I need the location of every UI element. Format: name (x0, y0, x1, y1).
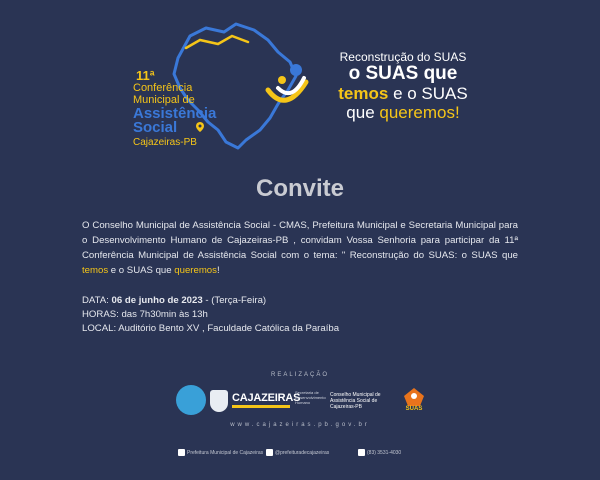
body-middle: e o SUAS que (108, 265, 175, 276)
facebook-text: Prefeitura Municipal de Cajazeiras (187, 449, 264, 456)
website-url: www.cajazeiras.pb.gov.br (230, 422, 370, 428)
body-end: ! (216, 265, 220, 276)
event-date (82, 294, 518, 308)
location-pin-icon (196, 122, 204, 132)
assistance-title-line2: Social (133, 119, 178, 136)
invitation-body (82, 218, 518, 278)
slogan (318, 50, 488, 122)
organizer-logos (170, 384, 430, 416)
social-whatsapp (358, 449, 401, 456)
edition-number: 11ª (136, 68, 155, 83)
social-instagram (266, 449, 329, 456)
event-details (82, 294, 518, 336)
instagram-icon (266, 449, 273, 456)
body-temos: temos (82, 265, 109, 276)
suas-logo-text: SUAS (405, 406, 423, 412)
body-queremos: queremos (174, 265, 217, 276)
date-label: DATA: (82, 295, 112, 306)
conference-title-line1: Conferência (133, 82, 193, 94)
cmas-logo-text: Conselho Municipal de Assistência Social de Cajazeiras-PB (330, 392, 381, 410)
facebook-icon (178, 449, 185, 456)
event-hours: HORAS: das 7h30min às 13h (82, 309, 208, 320)
slogan-line2: o SUAS que (348, 63, 458, 84)
city-logo-underline (232, 405, 290, 408)
organizers-label: REALIZAÇÃO (270, 372, 329, 378)
slogan-queremos: queremos! (379, 103, 460, 122)
slogan-temos: temos (338, 84, 389, 103)
page-title: Convite (255, 175, 344, 202)
secretariat-logo-text: Secretaria de Desenvolvimento Humano (295, 390, 326, 405)
body-intro: O Conselho Municipal de Assistência Social - CMAS, Prefeitura Municipal e Secretaria Municipal para o Desenvolvimento Humano de Cajazeiras-PB , convidam Vossa Senhoria para participar da 11ª Conferência Municipal de Assistência Social com o tema: " Reconstrução do SUAS: o SUAS que (82, 220, 518, 261)
city-logo-text: CAJAZEIRAS (232, 392, 301, 404)
instagram-text: @prefeituradecajazeiras (275, 449, 330, 456)
conference-city: Cajazeiras-PB (133, 137, 197, 148)
date-suffix: - (Terça-Feira) (202, 295, 267, 306)
slogan-line1: Reconstrução do SUAS (339, 50, 467, 64)
assistance-title-line1: Assistência (133, 105, 217, 122)
slogan-line4 (318, 103, 488, 122)
city-coat-of-arms-icon (210, 390, 228, 412)
date-value: 06 de junho de 2023 (111, 295, 203, 306)
social-facebook (178, 449, 263, 456)
people-icon (176, 385, 206, 415)
slogan-line3-rest: e o SUAS (388, 84, 468, 103)
whatsapp-icon (358, 449, 365, 456)
slogan-line4-start: que (346, 103, 380, 122)
whatsapp-text: (83) 3531-4030 (367, 449, 402, 456)
slogan-line3 (318, 84, 488, 103)
conference-title-line2: Municipal de (133, 94, 195, 106)
event-location: LOCAL: Auditório Bento XV , Faculdade Católica da Paraíba (82, 323, 340, 334)
